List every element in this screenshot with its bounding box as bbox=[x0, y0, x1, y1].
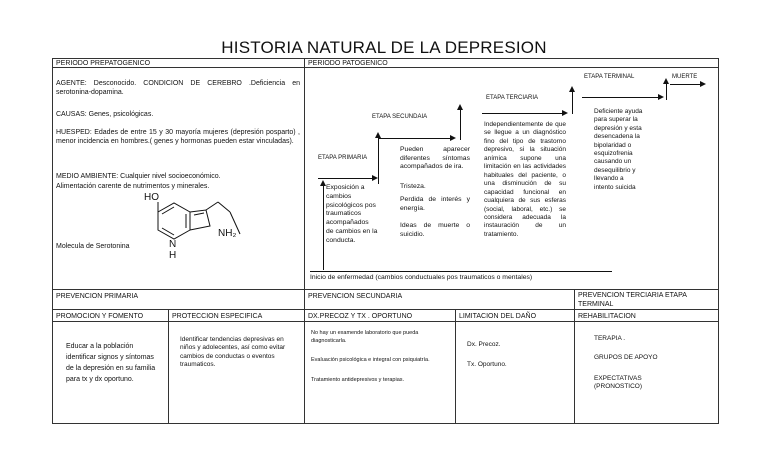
muerte-up-arrow bbox=[666, 84, 667, 100]
rehabilitacion-header: REHABILITACION bbox=[578, 313, 636, 320]
limitacion-text-1: Dx. Precoz. bbox=[467, 341, 501, 348]
etapa-terminal-label: ETAPA TERMINAL bbox=[584, 74, 635, 80]
rehab-text-1: TERAPIA . bbox=[594, 335, 626, 342]
etapa-secundaria-label: ETAPA SECUNDAIA bbox=[372, 114, 428, 120]
causas-text: CAUSAS: Genes, psicológicas. bbox=[56, 111, 154, 118]
etapa-primaria-label: ETAPA PRIMARIA bbox=[318, 155, 368, 161]
secundaria-text-3: Perdida de interés y energía. bbox=[400, 196, 470, 212]
huesped-text: HUESPED: Edades de entre 15 y 30 mayoría mujeres (depresión posparto) , menor incidencia en hombres.( genes y hormonas pueden estar vinculadas). bbox=[56, 129, 300, 146]
molecule-nh2-label: NH₂ bbox=[218, 228, 237, 239]
molecule-n-label: N bbox=[169, 239, 177, 250]
terminal-arrow bbox=[582, 97, 658, 98]
rehab-text-4: (PRONOSTICO) bbox=[594, 383, 643, 390]
prevencion-primaria-header: PREVENCION PRIMARIA bbox=[56, 293, 139, 300]
molecule-caption: Molecula de Serotonina bbox=[56, 243, 130, 250]
secundaria-text-2: Tristeza. bbox=[400, 183, 426, 190]
terciaria-arrow bbox=[482, 113, 562, 114]
prevencion-secundaria-header: PREVENCION SECUNDARIA bbox=[308, 293, 403, 300]
promocion-text: Educar a la población identificar signos y síntomas de la depresión en su familia para tx y dx oportuno. bbox=[66, 343, 156, 383]
column-divider bbox=[304, 58, 305, 424]
dx-text-3: Tratamiento antidepresivos y terapias. bbox=[311, 377, 405, 383]
secundaria-up-arrow bbox=[378, 138, 379, 184]
limitacion-text-2: Tx. Oportuno. bbox=[467, 361, 507, 368]
patogenico-header: PERIODO PATOGENICO bbox=[308, 60, 388, 67]
agente-text: AGENTE: Desconocido. CONDICION DE CEREBRO .Deficiencia en serotonina-dopamina. bbox=[56, 80, 300, 97]
molecule-ho-label: HO bbox=[144, 192, 159, 203]
muerte-label: MUERTE bbox=[672, 74, 698, 80]
dx-text-1: No hay un examende laboratorio que pueda diagnosticarla. bbox=[311, 330, 419, 344]
inicio-up-arrow bbox=[323, 186, 324, 270]
limitacion-header: LIMITACION DEL DAÑO bbox=[459, 313, 537, 320]
terciaria-up-arrow bbox=[460, 110, 461, 140]
muerte-arrow bbox=[670, 84, 700, 85]
alimentacion-text: Alimentación carente de nutrimentos y minerales. bbox=[56, 183, 210, 190]
inicio-text: Inicio de enfermedad (cambios conductuales pos traumaticos o mentales) bbox=[310, 274, 533, 281]
column-divider bbox=[455, 309, 456, 424]
secundaria-text-1: Pueden aparecer diferentes síntomas acompañados de ira. bbox=[400, 146, 470, 171]
terminal-up-arrow bbox=[572, 92, 573, 114]
prepatogenico-header: PERIODO PREPATOGENICO bbox=[56, 60, 151, 67]
column-divider bbox=[168, 309, 169, 424]
prevencion-terciaria-header: PREVENCION TERCIARIA ETAPA bbox=[578, 292, 687, 299]
column-divider bbox=[574, 289, 575, 424]
promocion-header: PROMOCION Y FOMENTO bbox=[56, 313, 144, 320]
primaria-arrow bbox=[318, 178, 372, 179]
dx-text-2: Evaluación psicológica e integral con psiquiatría. bbox=[311, 357, 430, 363]
proteccion-text: Identificar tendencias depresivas en niños y adolecentes, así como evitar cambios de conductas o eventos traumaticos. bbox=[180, 336, 286, 369]
dx-precoz-header: DX.PRECOZ Y TX . OPORTUNO bbox=[308, 313, 413, 320]
secundaria-text-4: Ideas de muerte o suicidio. bbox=[400, 222, 470, 238]
rehab-text-3: EXPECTATIVAS bbox=[594, 375, 642, 382]
inicio-line bbox=[310, 271, 612, 272]
row-divider bbox=[52, 309, 719, 310]
medio-ambiente-text: MEDIO AMBIENTE: Cualquier nivel socioeconómico. bbox=[56, 173, 221, 180]
primaria-text: Exposición a cambios psicológicos pos traumaticos acompañados de cambios en la conducta. bbox=[326, 184, 378, 244]
row-divider bbox=[52, 321, 719, 322]
terciaria-text: Independientemente de que se llegue a un diagnóstico fino del tipo de trastorno depresivo, si la situación anímica supone una limitación en las actividades habituales del paciente, o una disminución de su capacidad funcional en cualquiera de sus esferas (social, laboral, etc.) se considera adecuada la instauración de un tratamiento. bbox=[484, 121, 566, 238]
proteccion-header: PROTECCION ESPECIFICA bbox=[172, 313, 263, 320]
molecule-h-label: H bbox=[169, 250, 177, 261]
page-title: HISTORIA NATURAL DE LA DEPRESION bbox=[221, 38, 547, 57]
row-divider bbox=[52, 289, 719, 290]
etapa-terciaria-label: ETAPA TERCIARIA bbox=[486, 95, 539, 101]
prevencion-terciaria-header-2: TERMINAL bbox=[578, 301, 614, 308]
terminal-text: Deficiente ayuda para superar la depresión y esta desencadena la bipolaridad o esquizofrenia causando un desequilibrio y llevando a intento suicida bbox=[594, 108, 643, 191]
secundaria-arrow bbox=[378, 138, 450, 139]
rehab-text-2: GRUPOS DE APOYO bbox=[594, 354, 658, 361]
